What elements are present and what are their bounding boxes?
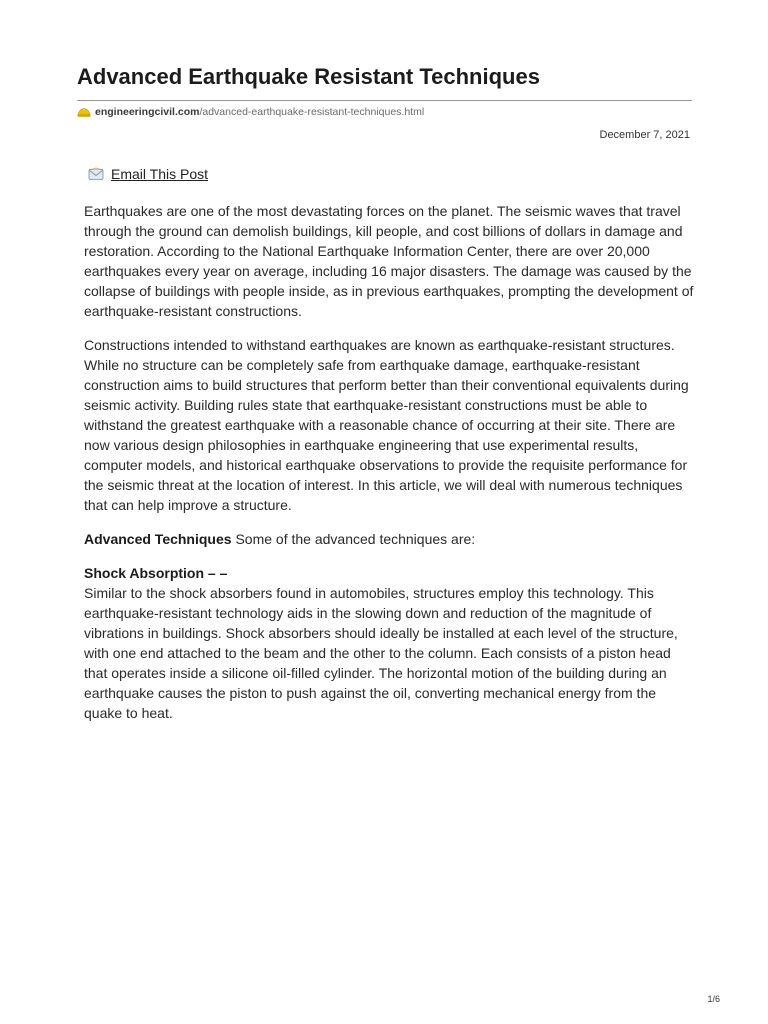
- paragraph-intro: Earthquakes are one of the most devastating forces on the planet. The seismic waves that travel through the ground can demolish buildings, kill people, and cost billions of dollars in damage and restoration. According to the National Earthquake Information Center, there are over 20,000 earthquakes every year on average, including 16 major disasters. The damage was caused by the collapse of buildings with people inside, as in previous earthquakes, prompting the development of earthquake-resistant constructions.: [84, 203, 694, 319]
- title-divider: [77, 100, 692, 101]
- helmet-icon: [77, 107, 91, 118]
- shock-absorption-text: Similar to the shock absorbers found in automobiles, structures employ this technology. This earthquake-resistant technology aids in the slowing down and reduction of the magnitude of vibrations in buildings. Shock absorbers should ideally be installed at each level of the structure, with one end attached to the beam and the other to the column. Each consists of a piston head that operates inside a silicone oil-filled cylinder. The horizontal motion of the building during an earthquake causes the piston to push against the oil, converting mechanical energy from the quake to heat.: [84, 585, 678, 721]
- shock-absorption-heading: Shock Absorption – –: [84, 565, 228, 581]
- source-line: [77, 106, 424, 118]
- page-number: 1/6: [707, 994, 720, 1004]
- email-post-row: [88, 166, 208, 182]
- advanced-techniques-text: Some of the advanced techniques are:: [235, 531, 476, 547]
- advanced-techniques-heading: Advanced Techniques: [84, 531, 232, 547]
- shock-absorption-section: [84, 563, 696, 723]
- source-url[interactable]: [95, 106, 424, 118]
- email-this-post-link[interactable]: Email This Post: [111, 166, 208, 182]
- page-title: Advanced Earthquake Resistant Techniques: [77, 64, 540, 89]
- source-domain: engineeringcivil.com: [95, 106, 200, 118]
- envelope-icon: [88, 167, 104, 181]
- advanced-techniques-line: [84, 529, 696, 549]
- article-body: [84, 201, 696, 723]
- paragraph-structures: Constructions intended to withstand earthquakes are known as earthquake-resistant structures. While no structure can be completely safe from earthquake damage, earthquake-resistant construction aims to build structures that perform better than their conventional equivalents during seismic activity. Building rules state that earthquake-resistant constructions must be able to withstand the greatest earthquake with a reasonable chance of occurring at their site. There are now various design philosophies in earthquake engineering that use experimental results, computer models, and historical earthquake observations to provide the requisite performance for the seismic threat at the location of interest. In this article, we will deal with numerous techniques that can help improve a structure.: [84, 337, 689, 513]
- source-path: /advanced-earthquake-resistant-techniques.html: [199, 106, 425, 118]
- post-date: December 7, 2021: [599, 129, 690, 141]
